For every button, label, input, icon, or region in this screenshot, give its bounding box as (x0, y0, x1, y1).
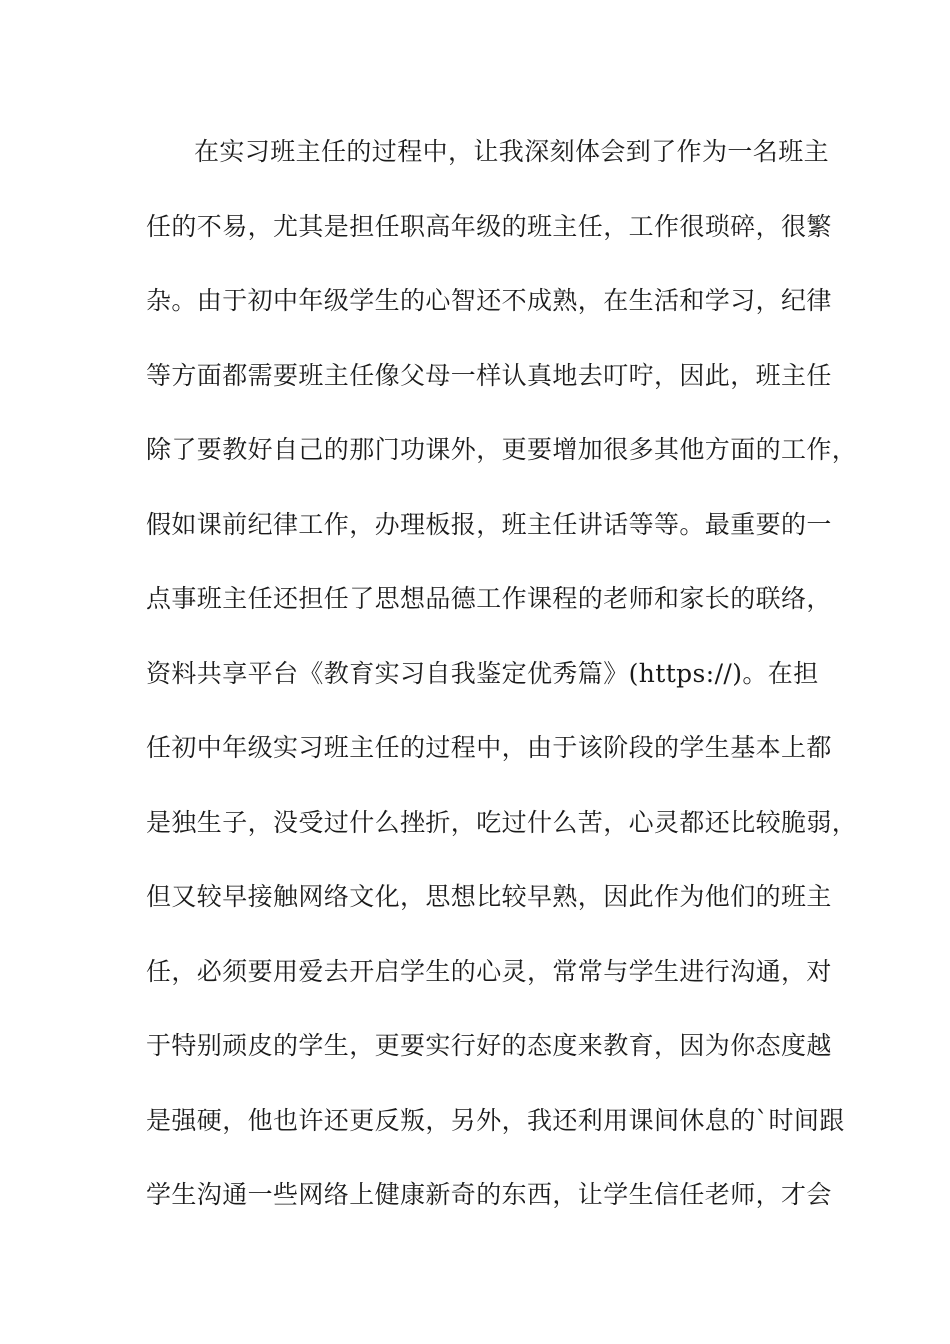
text-line: 学生沟通一些网络上健康新奇的东西，让学生信任老师，才会 (146, 1180, 832, 1209)
text-line: 在实习班主任的过程中，让我深刻体会到了作为一名班主 (194, 137, 830, 166)
text-line: 任的不易，尤其是担任职高年级的班主任，工作很琐碎，很繁 (146, 211, 832, 241)
text-line: 假如课前纪律工作，办理板报，班主任讲话等等。最重要的一 (146, 509, 832, 539)
text-line: 等方面都需要班主任像父母一样认真地去叮咛，因此，班主任 (146, 360, 832, 390)
body-paragraph (146, 132, 858, 1250)
text-line: 杂。由于初中年级学生的心智还不成熟，在生活和学习，纪律 (146, 286, 832, 315)
text-line: 于特别顽皮的学生，更要实行好的态度来教育，因为你态度越 (146, 1031, 832, 1060)
text-line: 除了要教好自己的那门功课外，更要增加很多其他方面的工作， (146, 435, 858, 464)
text-line: 是独生子，没受过什么挫折，吃过什么苦，心灵都还比较脆弱， (146, 807, 858, 837)
text-line: 但又较早接触网络文化，思想比较早熟，因此作为他们的班主 (146, 882, 832, 911)
text-line: 点事班主任还担任了思想品德工作课程的老师和家长的联络， (146, 584, 832, 613)
text-line: 是强硬，他也许还更反叛，另外，我还利用课间休息的`时间跟 (146, 1105, 845, 1135)
text-line: 资料共享平台《教育实习自我鉴定优秀篇》(https://)。在担 (146, 658, 819, 688)
text-line: 任，必须要用爱去开启学生的心灵，常常与学生进行沟通，对 (146, 956, 832, 986)
text-line: 任初中年级实习班主任的过程中，由于该阶段的学生基本上都 (146, 733, 832, 762)
